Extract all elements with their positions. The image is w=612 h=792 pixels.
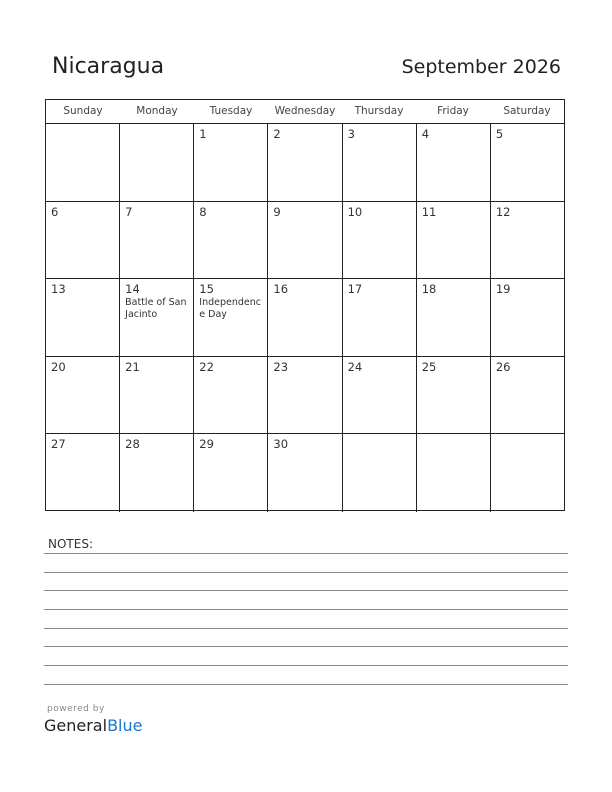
day-cell[interactable]: [194, 434, 268, 512]
day-number: 25: [421, 359, 437, 374]
generalblue-logo[interactable]: [44, 716, 142, 735]
day-cell[interactable]: [417, 202, 491, 279]
notes-line: [44, 609, 568, 610]
day-cell[interactable]: [491, 202, 564, 279]
day-number: 8: [199, 204, 207, 219]
day-number: 12: [495, 204, 511, 219]
day-cell[interactable]: [343, 357, 417, 434]
day-number: 6: [51, 204, 59, 219]
day-cell[interactable]: [268, 434, 342, 512]
calendar-grid: [45, 99, 565, 511]
weekday-saturday: Saturday: [503, 105, 551, 117]
day-cell[interactable]: [120, 202, 194, 279]
day-number: 19: [495, 282, 511, 297]
notes-line: [44, 572, 568, 573]
weekday-wednesday: Wednesday: [274, 105, 336, 117]
day-cell[interactable]: [194, 202, 268, 279]
week-row: [46, 279, 564, 357]
holiday-label: Independence Day: [199, 297, 261, 321]
day-cell[interactable]: [268, 124, 342, 201]
notes-line: [44, 628, 568, 629]
day-cell[interactable]: [268, 202, 342, 279]
day-number: 13: [51, 282, 66, 297]
day-cell[interactable]: [268, 357, 342, 434]
day-cell[interactable]: [46, 124, 120, 201]
day-cell[interactable]: [417, 434, 491, 512]
day-number: 30: [273, 437, 289, 452]
week-row: [46, 124, 564, 202]
day-number: 28: [125, 437, 140, 452]
day-cell[interactable]: [343, 202, 417, 279]
day-number: 4: [421, 127, 430, 141]
day-cell[interactable]: [120, 357, 194, 434]
day-cell[interactable]: [46, 202, 120, 279]
day-cell[interactable]: [120, 279, 194, 356]
day-number: 10: [347, 204, 363, 219]
day-number: 23: [273, 359, 289, 374]
brand-blue: Blue: [107, 716, 143, 735]
day-cell[interactable]: [491, 357, 564, 434]
day-number: 16: [273, 282, 289, 297]
notes-line: [44, 590, 568, 591]
day-cell[interactable]: [194, 357, 268, 434]
day-number: 11: [421, 204, 437, 219]
weekday-tuesday: Tuesday: [209, 105, 253, 117]
day-cell[interactable]: [417, 124, 491, 201]
day-cell[interactable]: [417, 279, 491, 356]
day-number: 15: [199, 282, 214, 297]
day-number: 18: [421, 282, 437, 297]
day-cell[interactable]: [120, 124, 194, 201]
notes-line: [44, 665, 568, 666]
day-number: 24: [347, 359, 363, 374]
weekday-monday: Monday: [136, 105, 178, 117]
holiday-label: Battle of San Jacinto: [125, 297, 187, 321]
country-title: Nicaragua: [52, 54, 165, 79]
day-number: 27: [51, 437, 66, 452]
weekday-sunday: Sunday: [63, 105, 103, 117]
notes-line: [44, 553, 568, 554]
day-cell[interactable]: [491, 124, 564, 201]
day-number: 5: [495, 127, 504, 141]
day-cell[interactable]: [46, 357, 120, 434]
weekday-header: [46, 100, 564, 124]
day-cell[interactable]: [417, 357, 491, 434]
notes-line: [44, 684, 568, 685]
month-year-title: September 2026: [401, 56, 561, 78]
week-row: [46, 434, 564, 512]
day-cell[interactable]: [120, 434, 194, 512]
week-row: [46, 202, 564, 280]
day-cell[interactable]: [194, 279, 268, 356]
day-cell[interactable]: [46, 434, 120, 512]
brand-general: General: [44, 716, 108, 735]
day-number: 17: [347, 282, 363, 297]
day-number: 14: [125, 282, 140, 297]
powered-by-text: powered by: [47, 704, 105, 714]
day-number: 29: [199, 437, 214, 452]
day-number: 21: [125, 359, 140, 374]
day-cell[interactable]: [343, 434, 417, 512]
day-cell[interactable]: [343, 124, 417, 201]
notes-label: NOTES:: [48, 537, 93, 551]
day-cell[interactable]: [268, 279, 342, 356]
day-cell[interactable]: [343, 279, 417, 356]
day-cell[interactable]: [46, 279, 120, 356]
weekday-friday: Friday: [437, 105, 469, 117]
day-number: 7: [125, 204, 133, 219]
day-cell[interactable]: [491, 279, 564, 356]
day-number: 9: [273, 204, 281, 219]
day-cell[interactable]: [194, 124, 268, 201]
day-number: 20: [51, 359, 66, 374]
day-number: 3: [347, 127, 355, 141]
day-cell[interactable]: [491, 434, 564, 512]
day-number: 26: [495, 359, 511, 374]
day-number: 1: [199, 127, 207, 141]
week-row: [46, 357, 564, 435]
day-number: 2: [273, 127, 281, 141]
notes-line: [44, 646, 568, 647]
weekday-thursday: Thursday: [354, 105, 404, 117]
day-number: 22: [199, 359, 214, 374]
